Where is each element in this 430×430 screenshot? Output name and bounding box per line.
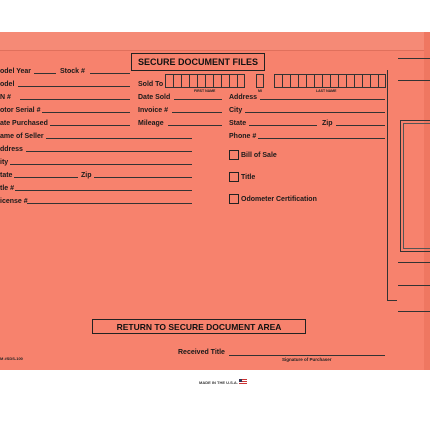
- vin-line: [20, 99, 130, 100]
- return-banner: RETURN TO SECURE DOCUMENT AREA: [92, 319, 306, 334]
- zip-label: Zip: [81, 172, 92, 179]
- title-number-label: tle #: [0, 185, 15, 192]
- stock-label: Stock #: [60, 68, 85, 75]
- made-in-usa-label: MADE IN THE U.S.A.: [199, 380, 238, 385]
- form-title: SECURE DOCUMENT FILES: [131, 53, 265, 71]
- address-line: [26, 151, 192, 152]
- city-line: [10, 164, 192, 165]
- first-name-boxes: [165, 74, 245, 88]
- model-year-label: odel Year: [0, 68, 32, 75]
- vin-label: N #: [0, 94, 11, 101]
- last-name-caption: LAST NAME: [316, 89, 337, 93]
- motor-serial-label: otor Serial #: [0, 107, 41, 114]
- invoice-label: Invoice #: [138, 107, 168, 114]
- bill-of-sale-checkbox[interactable]: [229, 150, 239, 160]
- right-rule-4: [398, 285, 430, 286]
- date-purchased-line: [50, 125, 130, 126]
- address-label: ddress: [0, 146, 23, 153]
- envelope-window-inner: [403, 123, 430, 249]
- bill-of-sale-label: Bill of Sale: [241, 152, 277, 159]
- right-guide-line: [387, 70, 388, 300]
- right-rule-2: [398, 80, 430, 81]
- envelope-flap: [0, 32, 430, 51]
- buyer-state-line: [249, 125, 317, 126]
- odometer-label: Odometer Certification: [241, 196, 317, 203]
- model-line: [18, 86, 130, 87]
- state-label: tate: [0, 172, 13, 179]
- us-flag-icon: [239, 379, 247, 385]
- state-line: [14, 177, 78, 178]
- mi-caption: MI: [258, 89, 262, 93]
- first-name-caption: FIRST NAME: [194, 89, 216, 93]
- buyer-address-line: [260, 99, 385, 100]
- right-rule-1: [398, 58, 430, 59]
- title-checkbox[interactable]: [229, 172, 239, 182]
- title-checkbox-label: Title: [241, 174, 256, 181]
- city-label: ity: [0, 159, 9, 166]
- stock-line: [90, 73, 130, 74]
- last-name-boxes: [274, 74, 386, 88]
- buyer-state-label: State: [229, 120, 247, 127]
- sold-to-label: Sold To: [138, 81, 164, 88]
- mileage-line: [168, 125, 222, 126]
- name-of-seller-label: ame of Seller: [0, 133, 44, 140]
- date-sold-line: [174, 99, 222, 100]
- buyer-city-label: City: [229, 107, 243, 114]
- guide-arrow: [387, 300, 397, 301]
- received-title-label: Received Title: [178, 349, 225, 356]
- signature-caption: Signature of Purchaser: [282, 357, 332, 362]
- invoice-line: [172, 112, 222, 113]
- zip-line: [94, 177, 192, 178]
- mileage-label: Mileage: [138, 120, 164, 127]
- model-label: odel: [0, 81, 15, 88]
- signature-line: [229, 355, 385, 356]
- buyer-address-label: Address: [229, 94, 258, 101]
- buyer-zip-label: Zip: [322, 120, 333, 127]
- odometer-checkbox[interactable]: [229, 194, 239, 204]
- right-rule-5: [398, 311, 430, 312]
- name-of-seller-line: [46, 138, 192, 139]
- phone-label: Phone #: [229, 133, 257, 140]
- license-line: [27, 203, 192, 204]
- date-sold-label: Date Sold: [138, 94, 171, 101]
- license-label: icense #: [0, 198, 28, 205]
- buyer-zip-line: [336, 125, 385, 126]
- form-code: M #SDS-100: [0, 356, 23, 361]
- motor-serial-line: [42, 112, 130, 113]
- date-purchased-label: ate Purchased: [0, 120, 48, 127]
- middle-initial-box: [256, 74, 264, 88]
- title-number-line: [15, 190, 192, 191]
- buyer-city-line: [245, 112, 385, 113]
- phone-line: [258, 138, 385, 139]
- model-year-line: [34, 73, 56, 74]
- right-rule-3: [398, 262, 430, 263]
